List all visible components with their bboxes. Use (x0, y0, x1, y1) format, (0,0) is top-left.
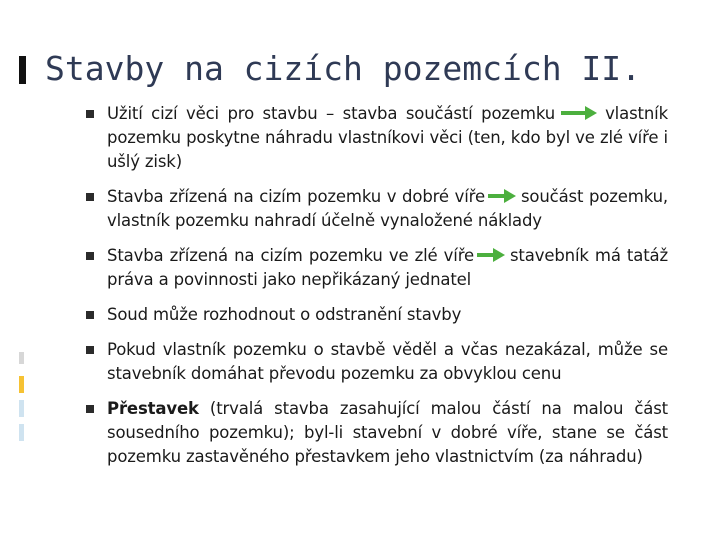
title-bar-decoration (19, 56, 26, 84)
item-text: Stavba zřízená na cizím pozemku ve zlé víře (107, 246, 474, 265)
accent-stripe (19, 424, 24, 441)
arrow-right-icon (488, 189, 518, 203)
accent-stripe (19, 376, 24, 393)
accent-stripe (19, 400, 24, 417)
bullet-square-icon (86, 252, 94, 260)
bullet-square-icon (86, 193, 94, 201)
item-text-continued: vlastník pozemku poskytne náhradu vlastníkovi věci (ten, kdo byl ve zlé víře i ušlý zisk) (107, 104, 668, 171)
item-text-continued: součást pozemku, vlastník pozemku nahradí účelně vynaložené náklady (107, 187, 669, 230)
list-item (83, 102, 668, 174)
item-text-continued: stavebník má tatáž práva a povinnosti jako nepřikázaný jednatel (107, 246, 668, 289)
accent-stripe (19, 352, 24, 364)
arrow-right-icon (561, 106, 599, 120)
list-item (83, 303, 668, 327)
item-bold-term: Přestavek (107, 399, 199, 418)
list-item (83, 397, 668, 469)
slide-title: Stavby na cizích pozemcích II. (45, 49, 642, 88)
list-item (83, 338, 668, 386)
list-item (83, 244, 668, 292)
bullet-square-icon (86, 110, 94, 118)
list-item (83, 185, 668, 233)
bullet-square-icon (86, 346, 94, 354)
item-text: (trvalá stavba zasahující malou částí na malou část sousedního pozemku); byl-li stavební v dobré víře, stane se část pozemku zastavěného přestavkem jeho vlastnictvím (za náhradu) (107, 399, 668, 466)
arrow-right-icon (477, 248, 507, 262)
item-text: Užití cizí věci pro stavbu – stavba součástí pozemku (107, 104, 556, 123)
bullet-list (83, 102, 668, 480)
bullet-square-icon (86, 311, 94, 319)
item-text: Pokud vlastník pozemku o stavbě věděl a včas nezakázal, může se stavebník domáhat převodu pozemku za obvyklou cenu (107, 340, 668, 383)
item-text: Stavba zřízená na cizím pozemku v dobré víře (107, 187, 485, 206)
item-text: Soud může rozhodnout o odstranění stavby (107, 305, 462, 324)
bullet-square-icon (86, 405, 94, 413)
